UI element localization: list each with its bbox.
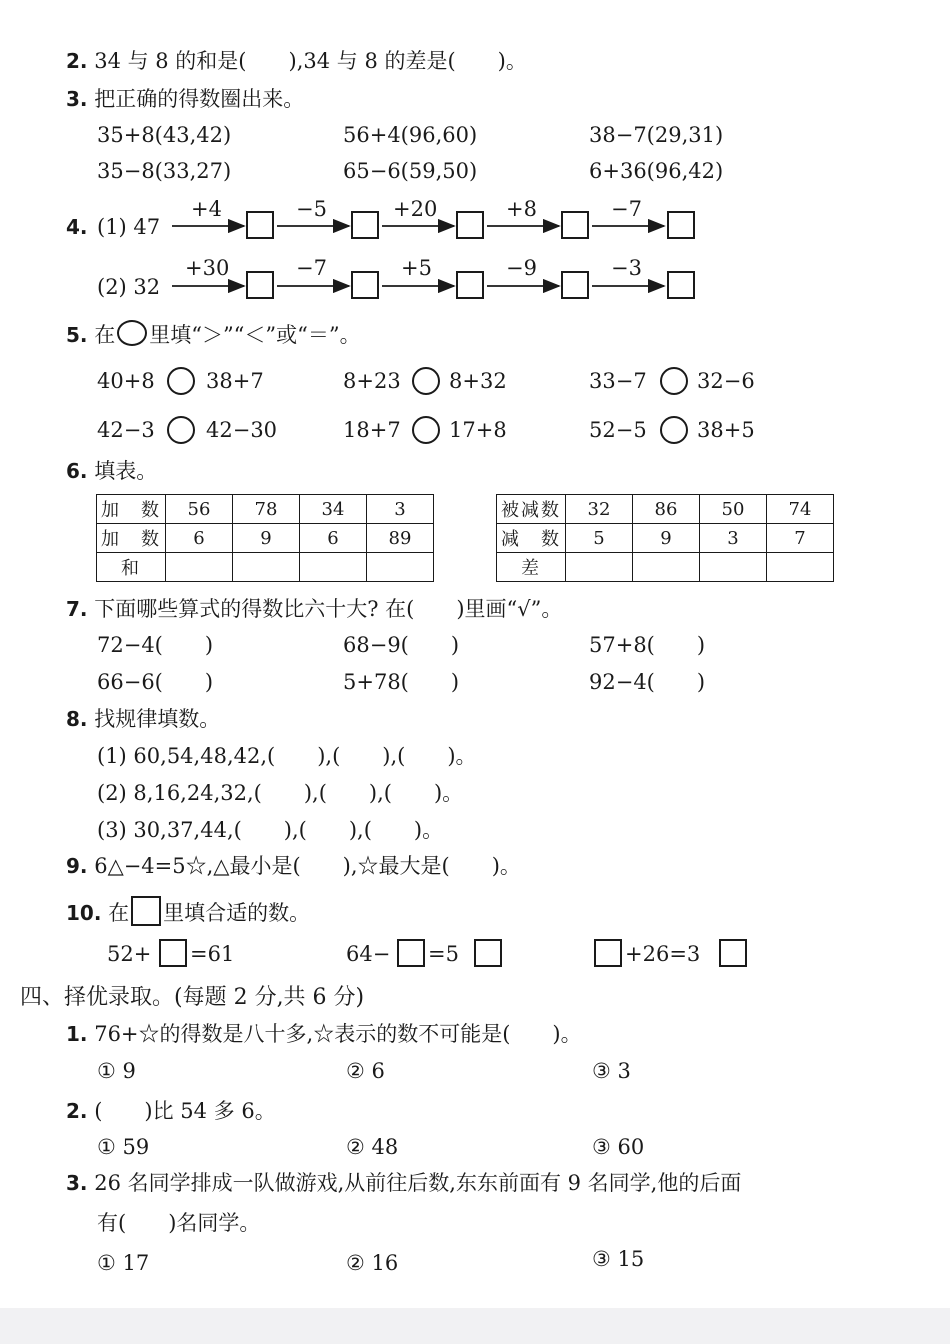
answer-box[interactable] [667,271,695,299]
question-number: 3. [66,1171,88,1195]
expression: 8+23 [343,369,401,393]
question-number: 4. [66,215,88,239]
expression: 17+8 [449,418,507,442]
table-cell: 78 [233,495,300,524]
answer-box[interactable] [246,271,274,299]
table-row [497,553,834,582]
expression: 35+8(43,42) [97,123,232,147]
answer-box[interactable] [351,271,379,299]
expression: 38+7 [206,369,264,393]
expression: 42−3 [97,418,155,442]
question-title: 找规律填数。 [94,707,221,731]
question-text: 34 与 8 的和是( ),34 与 8 的差是( )。 [94,49,527,73]
answer-cell[interactable] [700,553,767,582]
expression: 52−5 [589,418,647,442]
operation-label: +20 [393,197,438,221]
instruction-pre: 在 [94,323,116,347]
expression: 92−4( ) [589,670,706,694]
table-cell: 50 [700,495,767,524]
expression: 68−9( ) [343,633,460,657]
answer-box[interactable] [456,271,484,299]
operation-label: −9 [506,256,537,280]
compare-circle[interactable] [660,416,688,444]
expression: 65−6(59,50) [343,159,478,183]
operation-label: +8 [506,197,537,221]
option-1[interactable]: ① 9 [97,1059,136,1083]
expression: 32−6 [697,369,755,393]
question-8 [66,706,220,732]
instruction-post: 里填合适的数。 [163,901,311,925]
section4-question-2 [66,1098,276,1124]
row-header: 减 数 [497,524,566,553]
operation-label: +30 [185,256,230,280]
expression: 8+32 [449,369,507,393]
question-text-continued: 有( )名同学。 [97,1211,261,1235]
equation-part: 64− [346,942,391,966]
answer-box[interactable] [159,939,187,967]
question-number: 3. [66,87,88,111]
answer-cell[interactable] [166,553,233,582]
answer-box[interactable] [397,939,425,967]
row-header: 差 [497,553,566,582]
table-cell: 32 [566,495,633,524]
table-row [97,553,434,582]
answer-box[interactable] [351,211,379,239]
question-number: 1. [66,1022,88,1046]
option-3[interactable]: ③ 60 [592,1135,645,1159]
equation-part: 52+ [107,942,152,966]
table-row [97,524,434,553]
question-6 [66,458,157,484]
table-cell: 34 [300,495,367,524]
question-text: 76+☆的得数是八十多,☆表示的数不可能是( )。 [94,1022,582,1046]
question-number: 9. [66,854,88,878]
expression: 38−7(29,31) [589,123,724,147]
answer-cell[interactable] [233,553,300,582]
expression: 6+36(96,42) [589,159,724,183]
equation-part: =61 [190,942,235,966]
answer-box[interactable] [719,939,747,967]
section4-question-3 [66,1170,741,1196]
operation-label: −7 [296,256,327,280]
table-row [497,495,834,524]
expression: 57+8( ) [589,633,706,657]
question-title: 填表。 [94,459,158,483]
question-10 [66,896,310,926]
option-2[interactable]: ② 6 [346,1059,385,1083]
answer-cell[interactable] [566,553,633,582]
subtraction-table [496,494,834,582]
addition-table [96,494,434,582]
row-header: 和 [97,553,166,582]
table-cell: 89 [367,524,434,553]
question-5 [66,320,361,348]
chain-start: (1) 47 [97,215,161,239]
answer-box[interactable] [561,271,589,299]
question-number: 2. [66,49,88,73]
row-header: 加 数 [97,495,166,524]
compare-circle[interactable] [660,367,688,395]
table-row [97,495,434,524]
expression: 18+7 [343,418,401,442]
question-text: 6△−4=5☆,△最小是( ),☆最大是( )。 [94,854,521,878]
sequence-line: (2) 8,16,24,32,( ),( ),( )。 [97,781,464,805]
table-cell: 9 [233,524,300,553]
operation-label: −5 [296,197,327,221]
operation-label: +4 [191,197,222,221]
operation-label: +5 [401,256,432,280]
instruction-post: 里填“＞”“＜”或“＝”。 [149,323,361,347]
question-title: 下面哪些算式的得数比六十大? 在( )里画“√”。 [94,597,563,621]
expression: 42−30 [206,418,278,442]
option-3[interactable]: ③ 15 [592,1247,645,1271]
row-header: 被减数 [497,495,566,524]
expression: 40+8 [97,369,155,393]
question-number: 8. [66,707,88,731]
section4-question-1 [66,1021,582,1047]
question-number: 2. [66,1099,88,1123]
sequence-line: (3) 30,37,44,( ),( ),( )。 [97,818,444,842]
table-cell: 9 [633,524,700,553]
operation-label: −7 [611,197,642,221]
option-1[interactable]: ① 59 [97,1135,150,1159]
expression: 56+4(96,60) [343,123,478,147]
compare-circle[interactable] [167,416,195,444]
question-number: 10. [66,901,102,925]
expression: 38+5 [697,418,755,442]
question-text: 26 名同学排成一队做游戏,从前往后数,东东前面有 9 名同学,他的后面 [94,1171,742,1195]
answer-box[interactable] [561,211,589,239]
answer-box[interactable] [246,211,274,239]
row-header: 加 数 [97,524,166,553]
answer-cell[interactable] [300,553,367,582]
answer-cell[interactable] [767,553,834,582]
expression: 5+78( ) [343,670,460,694]
question-number: 7. [66,597,88,621]
question-9 [66,853,521,879]
circle-icon [117,320,147,346]
option-2[interactable]: ② 16 [346,1251,399,1275]
compare-circle[interactable] [412,416,440,444]
table-cell: 5 [566,524,633,553]
compare-circle[interactable] [167,367,195,395]
answer-box[interactable] [594,939,622,967]
answer-box[interactable] [474,939,502,967]
section-title: 四、择优录取。(每题 2 分,共 6 分) [20,985,365,1010]
expression: 66−6( ) [97,670,214,694]
table-cell: 6 [166,524,233,553]
table-cell: 3 [700,524,767,553]
compare-circle[interactable] [412,367,440,395]
page-bottom-band [0,1308,950,1344]
answer-box[interactable] [667,211,695,239]
option-2[interactable]: ② 48 [346,1135,399,1159]
table-cell: 3 [367,495,434,524]
table-cell: 56 [166,495,233,524]
option-3[interactable]: ③ 3 [592,1059,631,1083]
option-1[interactable]: ① 17 [97,1251,150,1275]
equation-part: =5 [428,942,459,966]
answer-cell[interactable] [367,553,434,582]
table-cell: 7 [767,524,834,553]
question-7 [66,596,562,622]
answer-box[interactable] [456,211,484,239]
question-title: 把正确的得数圈出来。 [94,87,305,111]
table-cell: 6 [300,524,367,553]
expression: 33−7 [589,369,647,393]
table-cell: 74 [767,495,834,524]
question-number: 6. [66,459,88,483]
square-icon [131,896,161,926]
table-cell: 86 [633,495,700,524]
expression: 72−4( ) [97,633,214,657]
question-number: 5. [66,323,88,347]
equation-part: +26=3 [625,942,701,966]
table-row [497,524,834,553]
answer-cell[interactable] [633,553,700,582]
chain-start: (2) 32 [97,275,161,299]
operation-label: −3 [611,256,642,280]
question-text: ( )比 54 多 6。 [94,1099,276,1123]
instruction-pre: 在 [108,901,130,925]
sequence-line: (1) 60,54,48,42,( ),( ),( )。 [97,744,477,768]
expression: 35−8(33,27) [97,159,232,183]
